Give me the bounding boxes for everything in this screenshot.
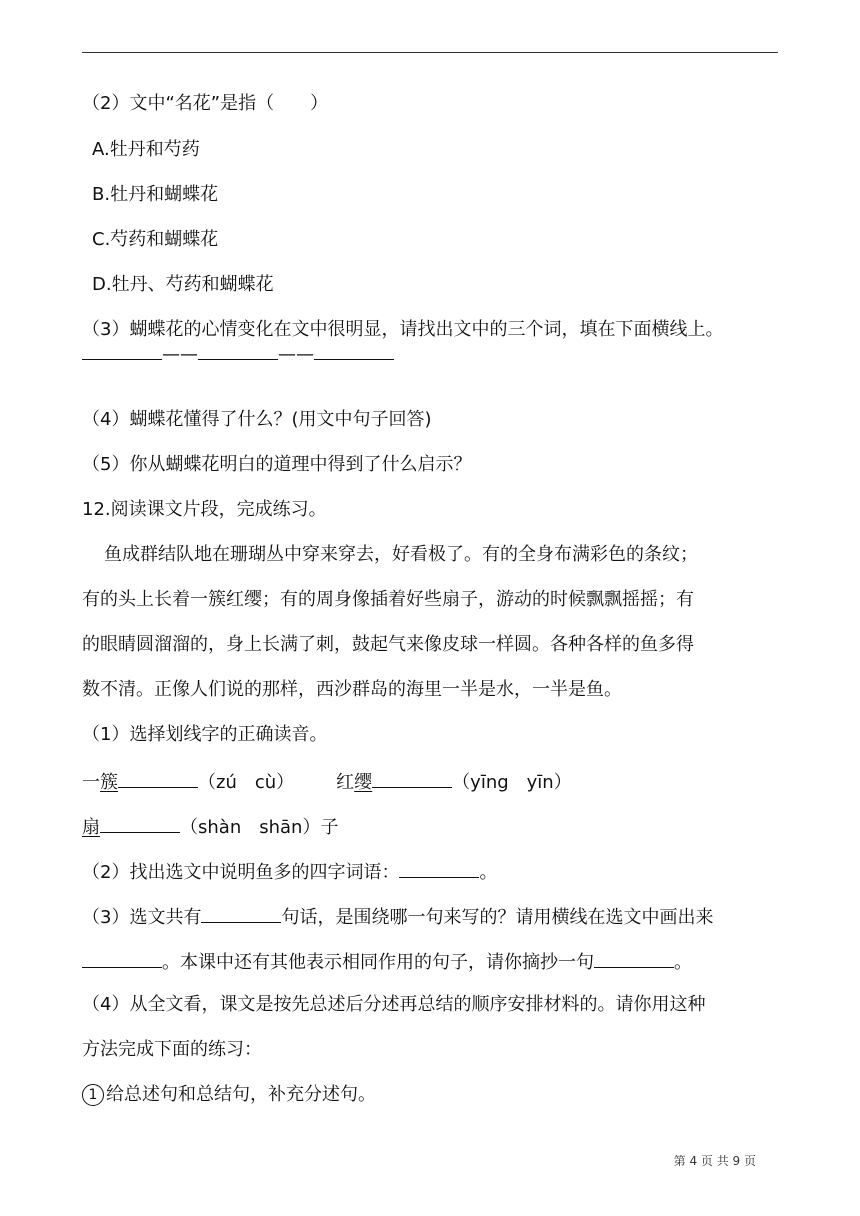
answer-blank [82, 948, 162, 968]
sub-question-4-line: （4）从全文看，课文是按先总述后分述再总结的顺序安排材料的。请你用这种 [82, 994, 706, 1015]
answer-blank [100, 813, 180, 833]
answer-blank [201, 903, 281, 923]
answer-blank [372, 768, 452, 788]
answer-blank [314, 340, 394, 360]
question-5-stem: （5）你从蝴蝶花明白的道理中得到了什么启示？ [82, 454, 472, 475]
underlined-char: 簇 [100, 772, 118, 793]
page-footer: 第 4 页 共 9 页 [673, 1154, 756, 1168]
sub-question-2: （2）找出选文中说明鱼多的四字词语： 。 [82, 858, 497, 885]
sub-question-4-item: 1 给总述句和总结句，补充分述句。 [82, 1083, 376, 1107]
answer-blank [399, 858, 479, 878]
passage-line: 鱼成群结队地在珊瑚丛中穿来穿去，好看极了。有的全身布满彩色的条纹； [104, 544, 698, 565]
answer-blank [118, 768, 198, 788]
pinyin-options: （shàn shān） [180, 817, 321, 838]
header-rule [82, 52, 778, 53]
pinyin-options: （zú cù） [198, 772, 295, 793]
question-2-option-a: A.牡丹和芍药 [92, 139, 200, 160]
question-3-blanks [82, 340, 394, 367]
answer-blank [594, 948, 674, 968]
dash: —— [278, 344, 314, 365]
passage-line: 有的头上长着一簇红缨；有的周身像插着好些扇子，游动的时候飘飘摇摇；有 [82, 589, 694, 610]
passage-line: 数不清。正像人们说的那样，西沙群岛的海里一半是水，一半是鱼。 [82, 679, 622, 700]
answer-blank [198, 340, 278, 360]
sub-question-1-stem: （1）选择划线字的正确读音。 [82, 724, 328, 745]
dash: —— [162, 344, 198, 365]
question-2-option-c: C.芍药和蝴蝶花 [92, 229, 219, 250]
question-4-stem: （4）蝴蝶花懂得了什么？(用文中句子回答) [82, 409, 432, 430]
circled-number: 1 [82, 1084, 104, 1106]
question-2-stem: （2）文中“名花”是指（ ） [82, 93, 329, 114]
pinyin-choice-row: 一簇 （zú cù） 红缨 （yīng yīn） [82, 768, 572, 795]
underlined-char: 缨 [354, 772, 373, 793]
underlined-char: 扇 [82, 817, 100, 838]
question-3-stem: （3）蝴蝶花的心情变化在文中很明显，请找出文中的三个词，填在下面横线上。 [82, 319, 724, 340]
question-2-option-b: B.牡丹和蝴蝶花 [92, 184, 219, 205]
sub-question-3-cont: 。本课中还有其他表示相同作用的句子，请你摘抄一句 。 [82, 948, 692, 975]
answer-blank [82, 340, 162, 360]
question-2-option-d: D.牡丹、芍药和蝴蝶花 [92, 274, 274, 295]
sub-question-4-line: 方法完成下面的练习： [82, 1039, 262, 1060]
pinyin-choice-row: 扇 （shàn shān）子 [82, 813, 338, 840]
sub-question-3: （3）选文共有 句话，是围绕哪一句来写的？请用横线在选文中画出来 [82, 903, 713, 930]
question-12-title: 12.阅读课文片段，完成练习。 [82, 499, 327, 520]
pinyin-options: （yīng yīn） [452, 772, 572, 793]
passage-line: 的眼睛圆溜溜的，身上长满了刺，鼓起气来像皮球一样圆。各种各样的鱼多得 [82, 634, 694, 655]
